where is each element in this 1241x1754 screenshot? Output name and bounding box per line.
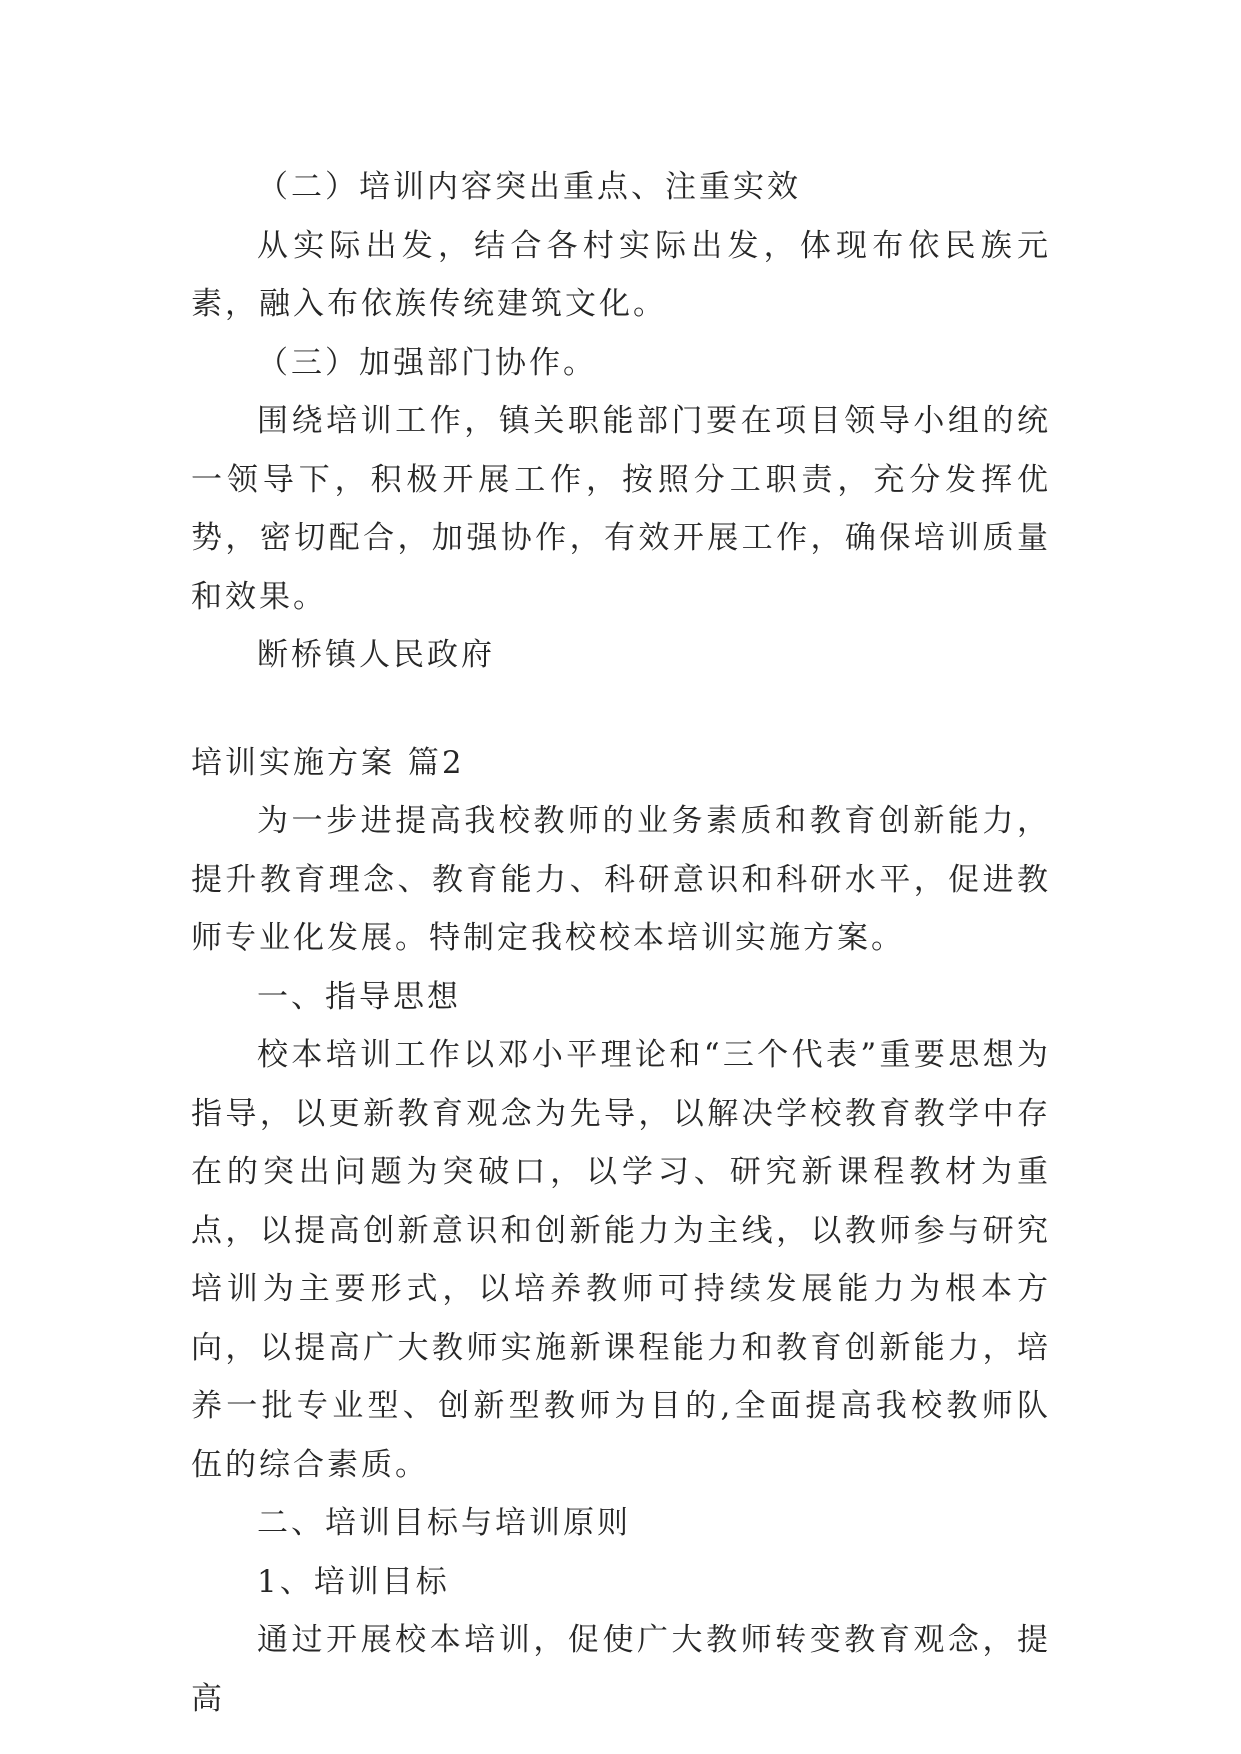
- paragraph-intro: 为一步进提高我校教师的业务素质和教育创新能力，提升教育理念、教育能力、科研意识和科研水平，促进教师专业化发展。特制定我校校本培训实施方案。: [191, 803, 1051, 956]
- paragraph-training-goals: 通过开展校本培训，促使广大教师转变教育观念，提高: [191, 1622, 1051, 1717]
- heading-training-goals: 1、培训目标: [257, 1563, 450, 1600]
- section-title: 培训实施方案 篇2: [191, 744, 465, 781]
- subheading-department-cooperation: （三）加强部门协作。: [257, 344, 597, 381]
- signature-government: 断桥镇人民政府: [257, 637, 495, 673]
- paragraph-cooperation: 围绕培训工作，镇关职能部门要在项目领导小组的统一领导下，积极开展工作，按照分工职责，充分发挥优势，密切配合，加强协作，有效开展工作，确保培训质量和效果。: [191, 403, 1051, 615]
- document-body: [191, 158, 1051, 1728]
- paragraph-guiding-ideology: 校本培训工作以邓小平理论和“三个代表”重要思想为指导，以更新教育观念为先导，以解决学校教育教学中存在的突出问题为突破口，以学习、研究新课程教材为重点，以提高创新意识和创新能力为主线，以教师参与研究培训为主要形式，以培养教师可持续发展能力为根本方向，以提高广大教师实施新课程能力和教育创新能力，培养一批专业型、创新型教师为目的,全面提高我校教师队伍的综合素质。: [191, 1037, 1051, 1483]
- heading-goals-principles: 二、培训目标与培训原则: [257, 1505, 631, 1541]
- paragraph-ethnic-elements: 从实际出发，结合各村实际出发，体现布依民族元素，融入布依族传统建筑文化。: [191, 227, 1051, 322]
- subheading-focus-content: （二）培训内容突出重点、注重实效: [257, 169, 801, 205]
- heading-guiding-ideology: 一、指导思想: [257, 978, 461, 1015]
